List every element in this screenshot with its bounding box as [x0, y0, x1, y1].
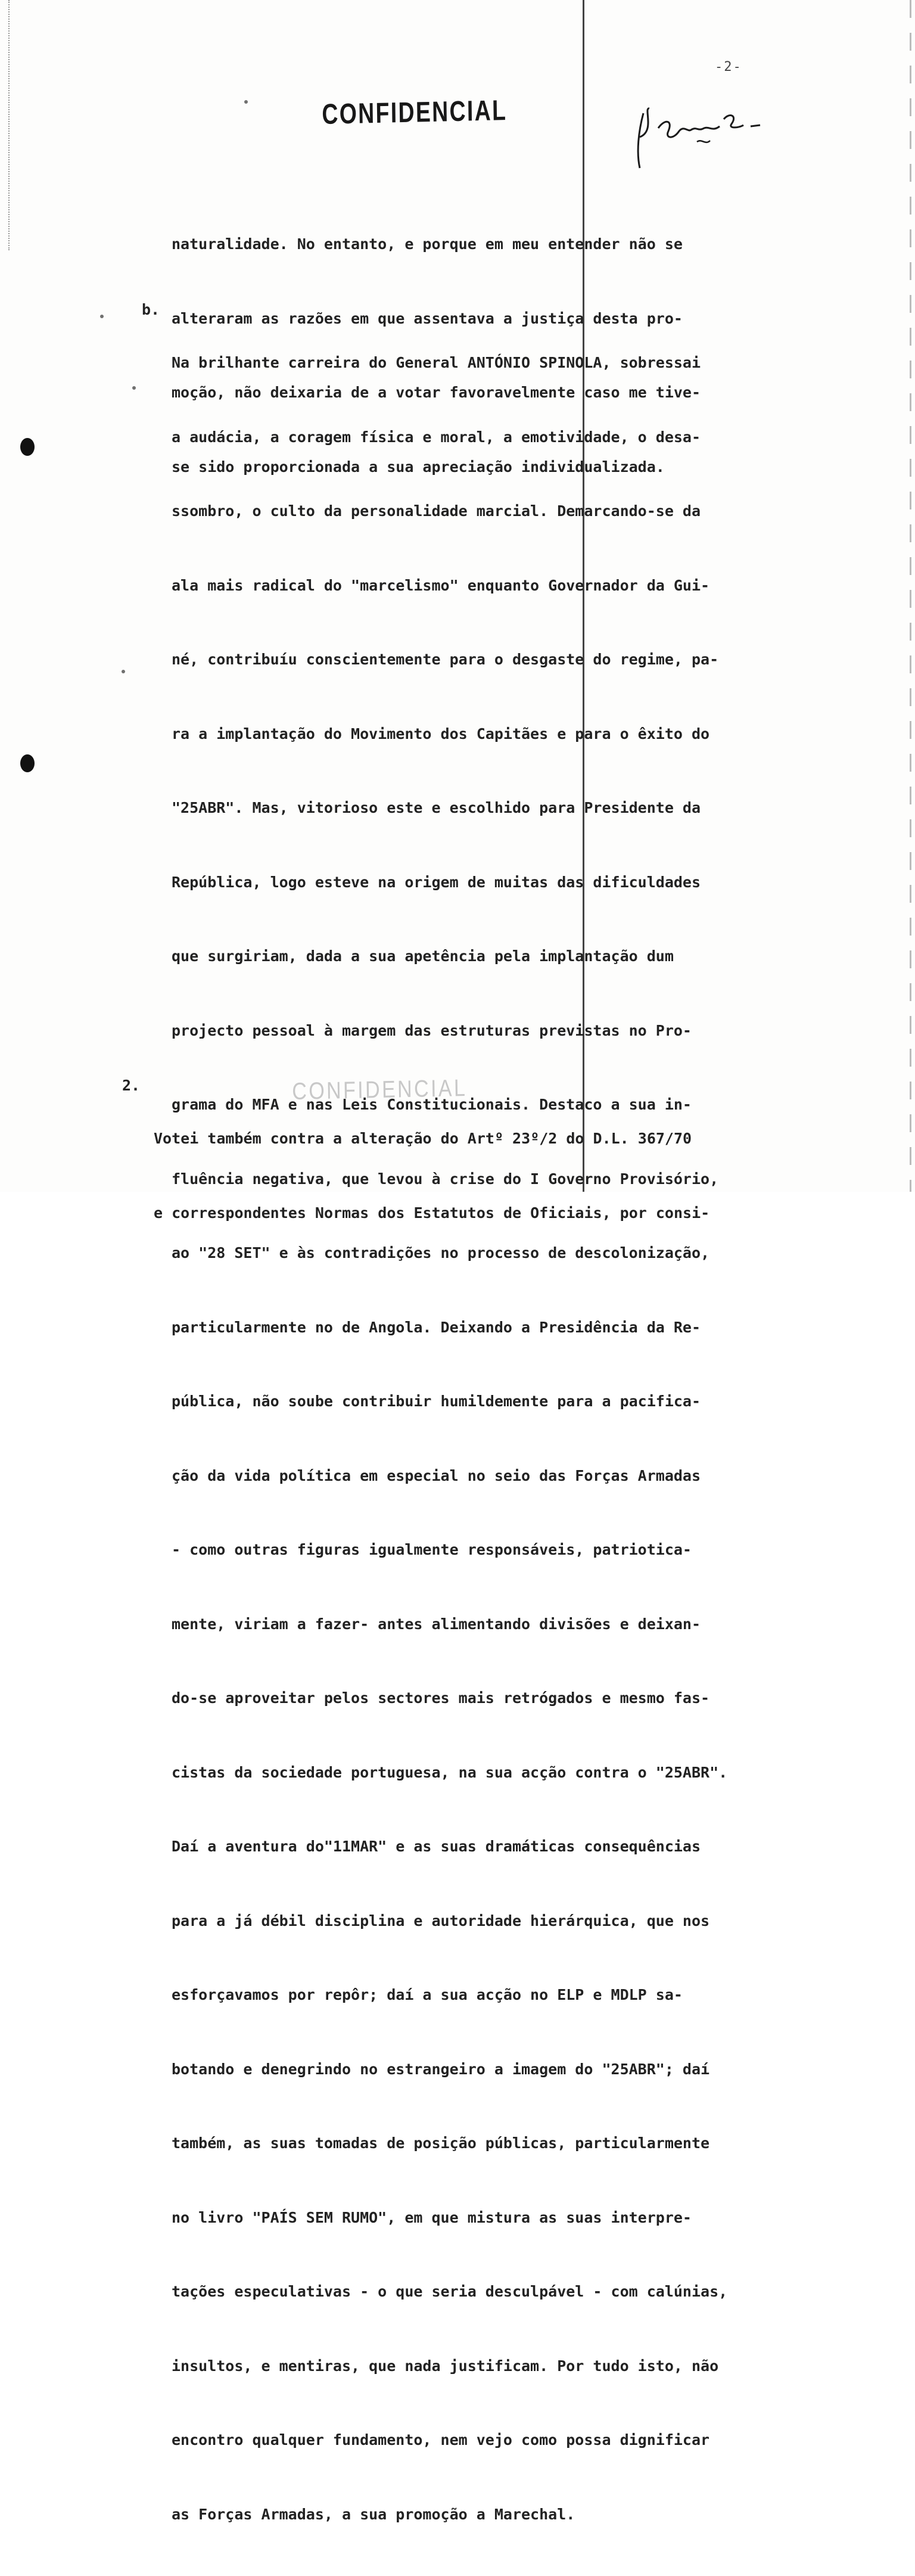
text-line: insultos, e mentiras, que nada justificam. Por tudo isto, não — [172, 2357, 719, 2375]
scan-edge — [910, 0, 911, 1192]
page-number: -2- — [715, 60, 742, 74]
speck — [100, 315, 104, 318]
item-b-marker: b. — [142, 301, 160, 318]
text-line: tações especulativas - o que seria desculpável - com calúnias, — [172, 2283, 728, 2300]
text-line: "25ABR". Mas, vitorioso este e escolhido para Presidente da — [172, 799, 701, 816]
punch-hole — [20, 754, 35, 772]
text-line: encontro qualquer fundamento, nem vejo como possa dignificar — [172, 2431, 710, 2448]
text-line: do-se aproveitar pelos sectores mais retrógados e mesmo fas- — [172, 1689, 710, 1707]
text-line: alteraram as razões em que assentava a justiça desta pro- — [172, 309, 683, 327]
item-2-paragraph — [154, 1074, 710, 1275]
text-line: ala mais radical do "marcelismo" enquanto Governador da Gui- — [172, 576, 710, 594]
speck — [244, 100, 248, 104]
text-line: ra a implantação do Movimento dos Capitães e para o êxito do — [172, 725, 710, 742]
text-line: pública, não soube contribuir humildemente para a pacifica- — [172, 1393, 701, 1410]
text-line: moção, não deixaria de a votar favoravelmente caso me tive- — [172, 384, 701, 401]
text-line: Na brilhante carreira do General ANTÓNIO SPINOLA, sobressai — [172, 354, 701, 371]
item-b-paragraph — [172, 301, 727, 2576]
signature-image — [631, 95, 774, 173]
text-line: ssombro, o culto da personalidade marcial. Demarcando-se da — [172, 502, 701, 520]
binding-edge — [0, 0, 10, 250]
punch-hole — [20, 438, 35, 456]
text-line: particularmente no de Angola. Deixando a Presidência da Re- — [172, 1318, 701, 1336]
faded-confidential-stamp: CONFIDENCIAL — [292, 1074, 468, 1105]
text-line: se sido proporcionada a sua apreciação individualizada. — [172, 458, 665, 476]
text-line: para a já débil disciplina e autoridade hierárquica, que nos — [172, 1912, 710, 1929]
text-line: esforçavamos por repôr; daí a sua acção no ELP e MDLP sa- — [172, 1986, 683, 2003]
text-line: grama do MFA e nas Leis Constitucionais. Destaco a sua in- — [172, 1096, 692, 1113]
text-line: República, logo esteve na origem de muitas das dificuldades — [172, 873, 701, 891]
text-line: né, contribuíu conscientemente para o desgaste do regime, pa- — [172, 651, 719, 668]
confidential-stamp: CONFIDENCIAL — [322, 95, 508, 130]
text-line: Votei também contra a alteração do Artº 23º/2 do D.L. 367/70 — [154, 1130, 692, 1147]
text-line: - como outras figuras igualmente responsáveis, patriotica- — [172, 1541, 692, 1558]
text-line: ção da vida política em especial no seio das Forças Armadas — [172, 1466, 701, 1484]
text-line: ao "28 SET" e às contradições no processo de descolonização, — [172, 1244, 710, 1261]
text-line: também, as suas tomadas de posição públicas, particularmente — [172, 2134, 710, 2152]
text-line: e correspondentes Normas dos Estatutos de Oficiais, por consi- — [154, 1204, 710, 1222]
text-line: cistas da sociedade portuguesa, na sua acção contra o "25ABR". — [172, 1763, 728, 1781]
speck — [122, 670, 125, 673]
text-line: projecto pessoal à margem das estruturas previstas no Pro- — [172, 1021, 692, 1039]
text-line: fluência negativa, que levou à crise do I Governo Provisório, — [172, 1170, 719, 1188]
text-line: no livro "PAÍS SEM RUMO", em que mistura as suas interpre- — [172, 2208, 692, 2226]
speck — [132, 386, 136, 390]
text-line: botando e denegrindo no estrangeiro a imagem do "25ABR"; daí — [172, 2060, 710, 2078]
item-2-marker: 2. — [122, 1077, 141, 1094]
text-line: as Forças Armadas, a sua promoção a Marechal. — [172, 2505, 575, 2523]
text-line: Daí a aventura do"11MAR" e as suas dramáticas consequências — [172, 1838, 701, 1855]
text-line: mente, viriam a fazer- antes alimentando divisões e deixan- — [172, 1615, 701, 1633]
text-line: a audácia, a coragem física e moral, a emotividade, o desa- — [172, 428, 701, 446]
text-line: naturalidade. No entanto, e porque em meu entender não se — [172, 235, 683, 253]
text-line: que surgiriam, dada a sua apetência pela implantação dum — [172, 947, 674, 965]
